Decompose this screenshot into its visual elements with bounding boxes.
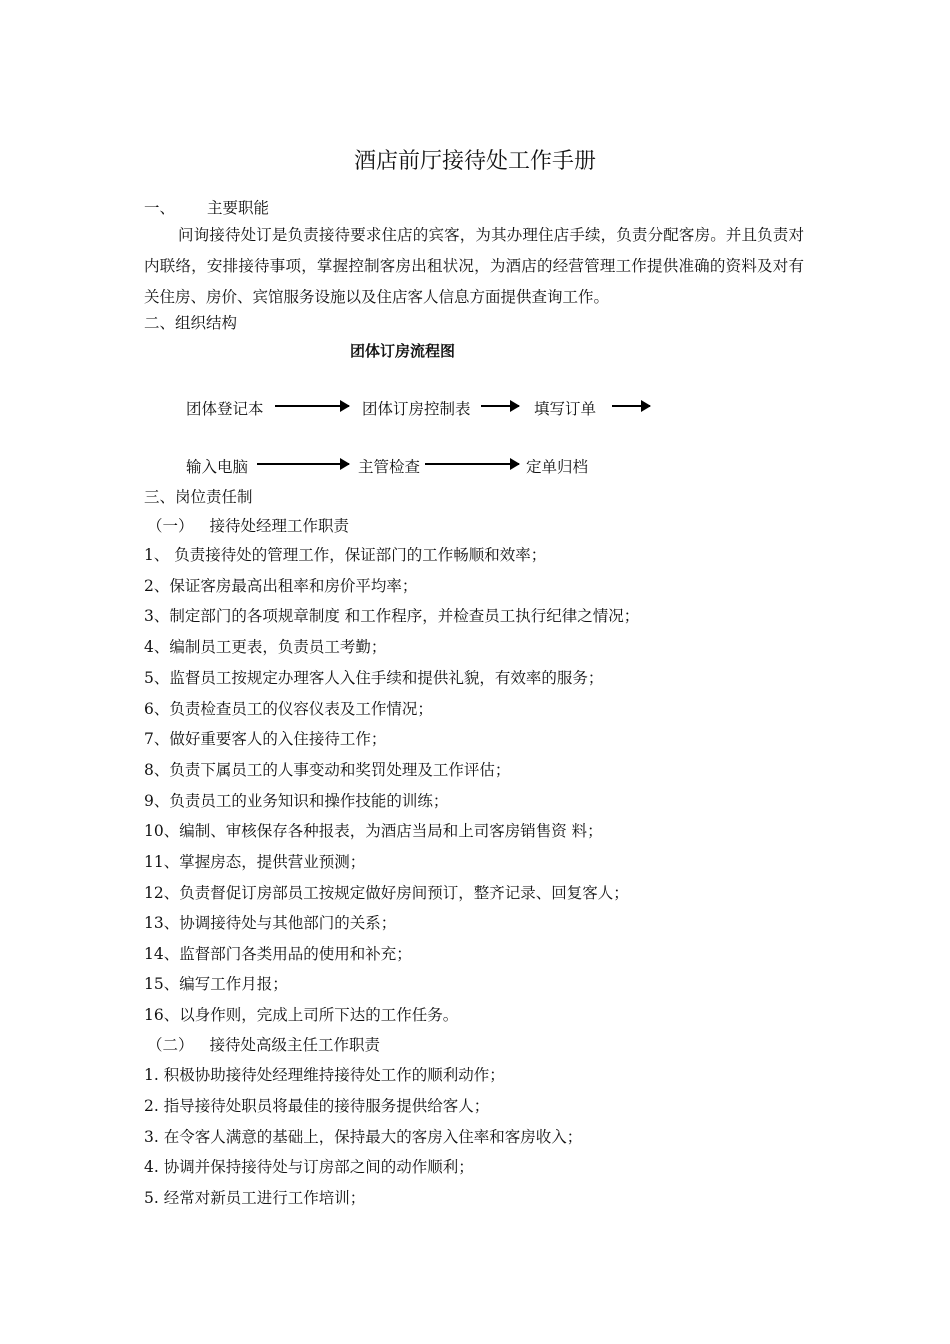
subsection-1-number: （一） xyxy=(147,517,194,535)
list-item: 15、编写工作月报； xyxy=(144,975,288,993)
flow-node-control-sheet: 团体订房控制表 xyxy=(362,400,471,418)
list-item: 3、制定部门的各项规章制度 和工作程序，并检查员工执行纪律之情况； xyxy=(144,607,640,625)
list-item: 1、 负责接待处的管理工作，保证部门的工作畅顺和效率； xyxy=(144,546,547,564)
flowchart-title: 团体订房流程图 xyxy=(350,342,456,360)
flow-node-input-computer: 输入电脑 xyxy=(186,458,249,476)
list-item: 11、掌握房态，提供营业预测； xyxy=(144,853,366,871)
list-item: 8、负责下属员工的人事变动和奖罚处理及工作评估； xyxy=(144,761,511,779)
list-item: 5、监督员工按规定办理客人入住手续和提供礼貌，有效率的服务； xyxy=(144,669,604,687)
list-item: 1. 积极协助接待处经理维持接待处工作的顺利动作； xyxy=(144,1066,505,1084)
subsection-2-heading xyxy=(147,1033,380,1055)
subsection-2-title: 接待处高级主任工作职责 xyxy=(209,1036,381,1054)
section-1-paragraph: 问询接待处订是负责接待要求住店的宾客，为其办理住店手续，负责分配客房。并且负责对内联络，安排接待事项，掌握控制客房出租状况，为酒店的经营管理工作提供准确的资料及对有关住房、房价、宾馆服务设施以及住店客人信息方面提供查询工作。 xyxy=(144,226,804,306)
list-item: 5. 经常对新员工进行工作培训； xyxy=(144,1189,366,1207)
section-2-heading: 二、组织结构 xyxy=(144,314,238,332)
page-title: 酒店前厅接待处工作手册 xyxy=(353,149,596,174)
section-1-heading xyxy=(144,196,269,218)
list-item: 2、保证客房最高出租率和房价平均率； xyxy=(144,577,418,595)
flow-node-archive-order: 定单归档 xyxy=(526,458,589,476)
list-item: 12、负责督促订房部员工按规定做好房间预订，整齐记录、回复客人； xyxy=(144,884,629,902)
list-item: 4、编制员工更表，负责员工考勤； xyxy=(144,638,387,656)
flow-arrow xyxy=(425,463,519,465)
section-1-number: 一、 xyxy=(144,199,176,217)
subsection-2-number: （二） xyxy=(147,1036,194,1054)
section-1-title: 主要职能 xyxy=(207,199,270,217)
list-item: 7、做好重要客人的入住接待工作； xyxy=(144,730,387,748)
list-item: 9、负责员工的业务知识和操作技能的训练； xyxy=(144,792,449,810)
flow-node-fill-order: 填写订单 xyxy=(534,400,597,418)
flow-node-register-book: 团体登记本 xyxy=(186,400,264,418)
list-item: 6、负责检查员工的仪容仪表及工作情况； xyxy=(144,700,433,718)
list-item: 16、以身作则，完成上司所下达的工作任务。 xyxy=(144,1006,459,1024)
flow-arrow xyxy=(257,463,349,465)
flow-arrow xyxy=(481,405,519,407)
section-3-heading: 三、岗位责任制 xyxy=(144,488,253,506)
list-item: 4. 协调并保持接待处与订房部之间的动作顺利； xyxy=(144,1158,474,1176)
list-item: 14、监督部门各类用品的使用和补充； xyxy=(144,945,412,963)
list-item: 10、编制、审核保存各种报表，为酒店当局和上司客房销售资 料； xyxy=(144,822,603,840)
flow-node-supervisor-check: 主管检查 xyxy=(358,458,421,476)
flow-arrow xyxy=(275,405,349,407)
subsection-1-heading xyxy=(147,514,349,536)
list-item: 13、协调接待处与其他部门的关系； xyxy=(144,914,397,932)
list-item: 3. 在令客人满意的基础上，保持最大的客房入住率和客房收入； xyxy=(144,1128,583,1146)
flow-arrow xyxy=(612,405,650,407)
list-item: 2. 指导接待处职员将最佳的接待服务提供给客人； xyxy=(144,1097,490,1115)
subsection-1-title: 接待处经理工作职责 xyxy=(209,517,350,535)
